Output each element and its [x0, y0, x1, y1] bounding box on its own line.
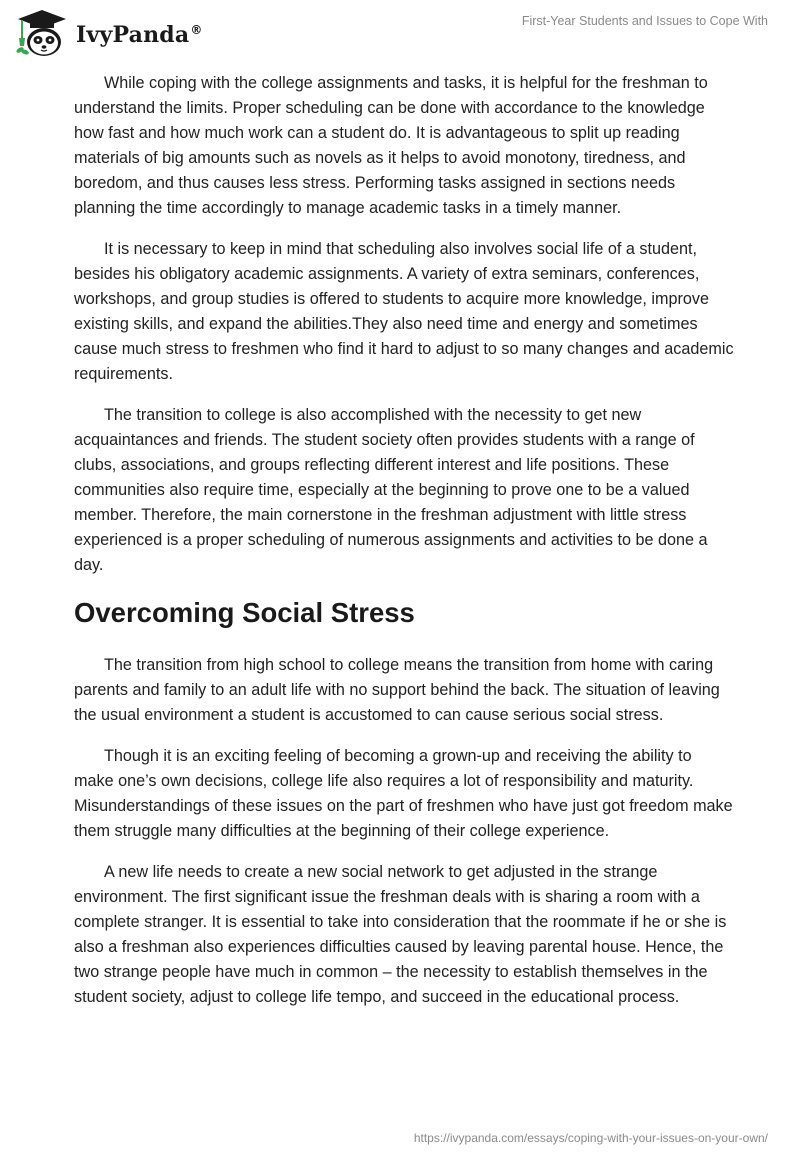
paragraph: The transition from high school to college means the transition from home with caring parents and family to an adult life with no support behind the back. The situation of leaving the usual environment a student is accustomed to can cause serious social stress.: [74, 656, 720, 724]
paragraph: While coping with the college assignments and tasks, it is helpful for the freshman to understand the limits. Proper scheduling can be done with accordance to the knowledge how fast and how much work can a student do. It is advantageous to split up reading materials of big amounts such as novels as it helps to avoid monotony, tiredness, and boredom, and thus causes less stress. Performing tasks assigned in sections needs planning the time accordingly to manage academic tasks in a timely manner.: [74, 74, 708, 217]
source-url: https://ivypanda.com/essays/coping-with-your-issues-on-your-own/: [413, 1131, 768, 1145]
paragraph: The transition to college is also accomplished with the necessity to get new acquaintances and friends. The student society often provides students with a range of clubs, associations, and groups reflecting different interest and life positions. These communities also require time, especially at the beginning to prove one to be a valued member. Therefore, the main cornerstone in the freshman adjustment with little stress experienced is a proper scheduling of numerous assignments and activities to be done a day.: [74, 406, 708, 574]
panda-graduate-icon: [14, 8, 70, 58]
essay-content: [74, 71, 734, 1026]
registered-mark: ®: [190, 22, 203, 37]
paragraph: Though it is an exciting feeling of becoming a grown-up and receiving the ability to make one’s own decisions, college life also requires a lot of responsibility and maturity. Misunderstandings of these issues on the part of freshmen who have just got freedom make them struggle many difficulties at the beginning of their college experience.: [74, 747, 733, 840]
document-title: First-Year Students and Issues to Cope With: [521, 14, 768, 28]
paragraph: It is necessary to keep in mind that scheduling also involves social life of a student, besides his obligatory academic assignments. A variety of extra seminars, conferences, workshops, and group studies is offered to students to acquire more knowledge, improve existing skills, and expand the abilities.They also need time and energy and sometimes cause much stress to freshmen who find it hard to adjust to so many changes and academic requirements.: [74, 240, 734, 383]
page-header: [0, 0, 800, 64]
ivypanda-logo[interactable]: [14, 8, 203, 58]
section-heading: Overcoming Social Stress: [74, 597, 415, 628]
logo-text: IvyPanda®: [76, 22, 203, 48]
paragraph: A new life needs to create a new social network to get adjusted in the strange environment. The first significant issue the freshman deals with is sharing a room with a complete stranger. It is essential to take into consideration that the roommate if he or she is also a freshman also experiences difficulties caused by leaving parental house. Hence, the two strange people have much in common – the necessity to establish themselves in the student society, adjust to college life tempo, and succeed in the educational process.: [74, 863, 727, 1006]
